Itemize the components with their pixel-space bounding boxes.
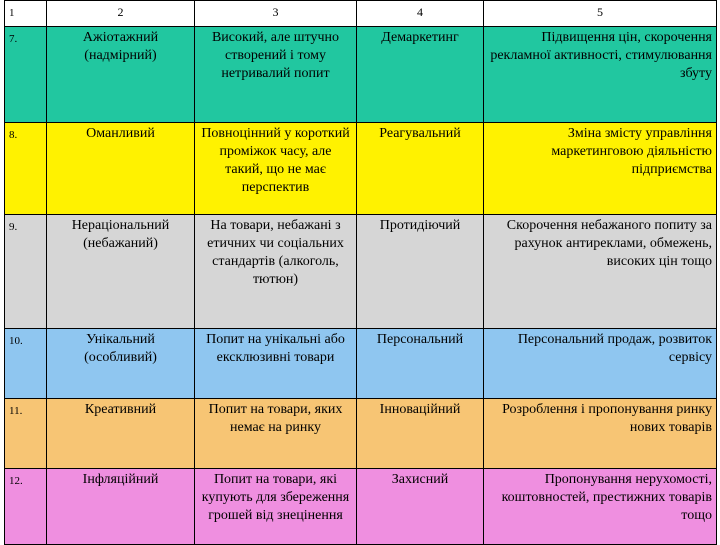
- row-number: 9.: [5, 215, 47, 329]
- marketing-measures: Скорочення небажаного попиту за рахунок антиреклами, обмежень, високих цін тощо: [484, 215, 717, 329]
- demand-description: Попит на товари, які купують для збереження грошей від знецінення: [195, 469, 357, 545]
- table-row: [5, 469, 717, 545]
- table-row: [5, 399, 717, 469]
- header-col-4: 4: [357, 1, 484, 27]
- table-row: [5, 123, 717, 215]
- marketing-measures: Зміна змісту управління маркетинговою діяльністю підприємства: [484, 123, 717, 215]
- demand-description: Попит на унікальні або ексклюзивні товари: [195, 329, 357, 399]
- row-number: 7.: [5, 27, 47, 123]
- demand-description: Високий, але штучно створений і тому нетривалий попит: [195, 27, 357, 123]
- header-row: [5, 1, 717, 27]
- row-number: 8.: [5, 123, 47, 215]
- row-number: 10.: [5, 329, 47, 399]
- marketing-type: Протидіючий: [357, 215, 484, 329]
- demand-type: Оманливий: [47, 123, 195, 215]
- demand-description: Попит на товари, яких немає на ринку: [195, 399, 357, 469]
- demand-description: Повноцінний у короткий проміжок часу, але такий, що не має перспектив: [195, 123, 357, 215]
- header-col-2: 2: [47, 1, 195, 27]
- marketing-measures: Пропонування нерухомості, коштовностей, престижних товарів тощо: [484, 469, 717, 545]
- header-col-5: 5: [484, 1, 717, 27]
- marketing-measures: Підвищення цін, скорочення рекламної активності, стимулювання збуту: [484, 27, 717, 123]
- header-col-3: 3: [195, 1, 357, 27]
- row-number: 11.: [5, 399, 47, 469]
- demand-type: Інфляційний: [47, 469, 195, 545]
- demand-type: Креативний: [47, 399, 195, 469]
- demand-type: Нераціональний (небажаний): [47, 215, 195, 329]
- marketing-type: Демаркетинг: [357, 27, 484, 123]
- marketing-measures: Персональний продаж, розвиток сервісу: [484, 329, 717, 399]
- demand-description: На товари, небажані з етичних чи соціальних стандартів (алкоголь, тютюн): [195, 215, 357, 329]
- marketing-type: Реагувальний: [357, 123, 484, 215]
- marketing-measures: Розроблення і пропонування ринку нових товарів: [484, 399, 717, 469]
- marketing-type: Персональний: [357, 329, 484, 399]
- demand-type: Ажіотажний (надмірний): [47, 27, 195, 123]
- table-row: [5, 215, 717, 329]
- demand-types-table: [4, 0, 717, 545]
- marketing-type: Інноваційний: [357, 399, 484, 469]
- table-row: [5, 27, 717, 123]
- demand-type: Унікальний (особливий): [47, 329, 195, 399]
- row-number: 12.: [5, 469, 47, 545]
- header-col-1: 1: [5, 1, 47, 27]
- marketing-type: Захисний: [357, 469, 484, 545]
- table-row: [5, 329, 717, 399]
